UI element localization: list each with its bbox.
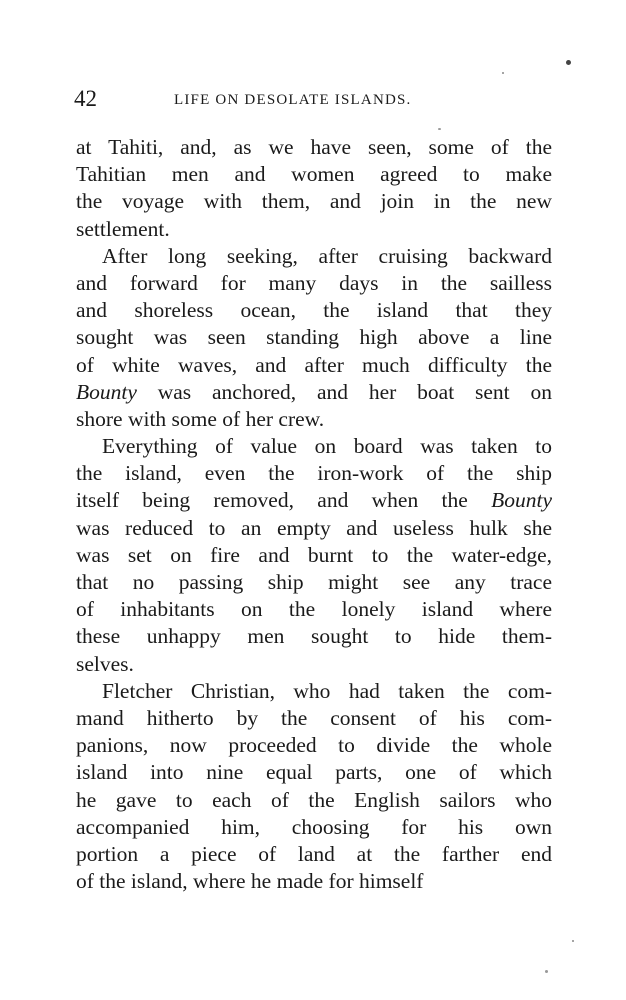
paper-speck (572, 940, 574, 942)
text-line: itself being removed, and when the Bounty (76, 488, 552, 513)
text-line: of inhabitants on the lonely island where (76, 597, 552, 622)
text-line: of the island, where he made for himself (76, 869, 424, 894)
text-line: Fletcher Christian, who had taken the com- (102, 678, 552, 703)
text-line: the voyage with them, and join in the new (76, 189, 552, 214)
body-text (76, 134, 552, 895)
paper-speck (545, 970, 548, 973)
paper-speck (502, 72, 504, 74)
text-line: Everything of value on board was taken to (102, 434, 552, 459)
text-line: and forward for many days in the sailless (76, 270, 552, 295)
text-line: mand hitherto by the consent of his com- (76, 705, 552, 730)
text-line: Bounty was anchored, and her boat sent on (76, 379, 552, 404)
text-line: of white waves, and after much difficulty the (76, 352, 552, 377)
text-line: was reduced to an empty and useless hulk she (76, 515, 552, 540)
text-line: that no passing ship might see any trace (76, 570, 552, 594)
text-line: settlement. (76, 216, 170, 241)
text-line: he gave to each of the English sailors who (76, 787, 552, 812)
text-line: island into nine equal parts, one of which (76, 760, 552, 785)
text-line: Tahitian men and women agreed to make (76, 162, 552, 187)
text-line: these unhappy men sought to hide them- (76, 624, 552, 649)
text-line: accompanied him, choosing for his own (76, 814, 552, 839)
page-number: 42 (74, 86, 97, 111)
paragraph (76, 134, 552, 243)
text-line: was set on fire and burnt to the water-edge, (76, 542, 552, 567)
text-line: the island, even the iron-work of the ship (76, 461, 552, 486)
paper-speck (438, 128, 441, 130)
text-line: and shoreless ocean, the island that they (76, 298, 552, 323)
paragraph (76, 678, 552, 896)
running-head: LIFE ON DESOLATE ISLANDS. (174, 92, 412, 108)
paper-speck (566, 60, 571, 65)
text-line: panions, now proceeded to divide the whole (76, 733, 552, 758)
paragraph (76, 433, 552, 678)
text-line: at Tahiti, and, as we have seen, some of the (76, 135, 552, 159)
page-header (74, 84, 554, 114)
text-line: portion a piece of land at the farther end (76, 841, 552, 866)
text-line: selves. (76, 651, 134, 676)
paragraph (76, 243, 552, 433)
text-line: sought was seen standing high above a line (76, 325, 552, 350)
text-line: shore with some of her crew. (76, 406, 325, 431)
text-line: After long seeking, after cruising backward (102, 243, 552, 268)
